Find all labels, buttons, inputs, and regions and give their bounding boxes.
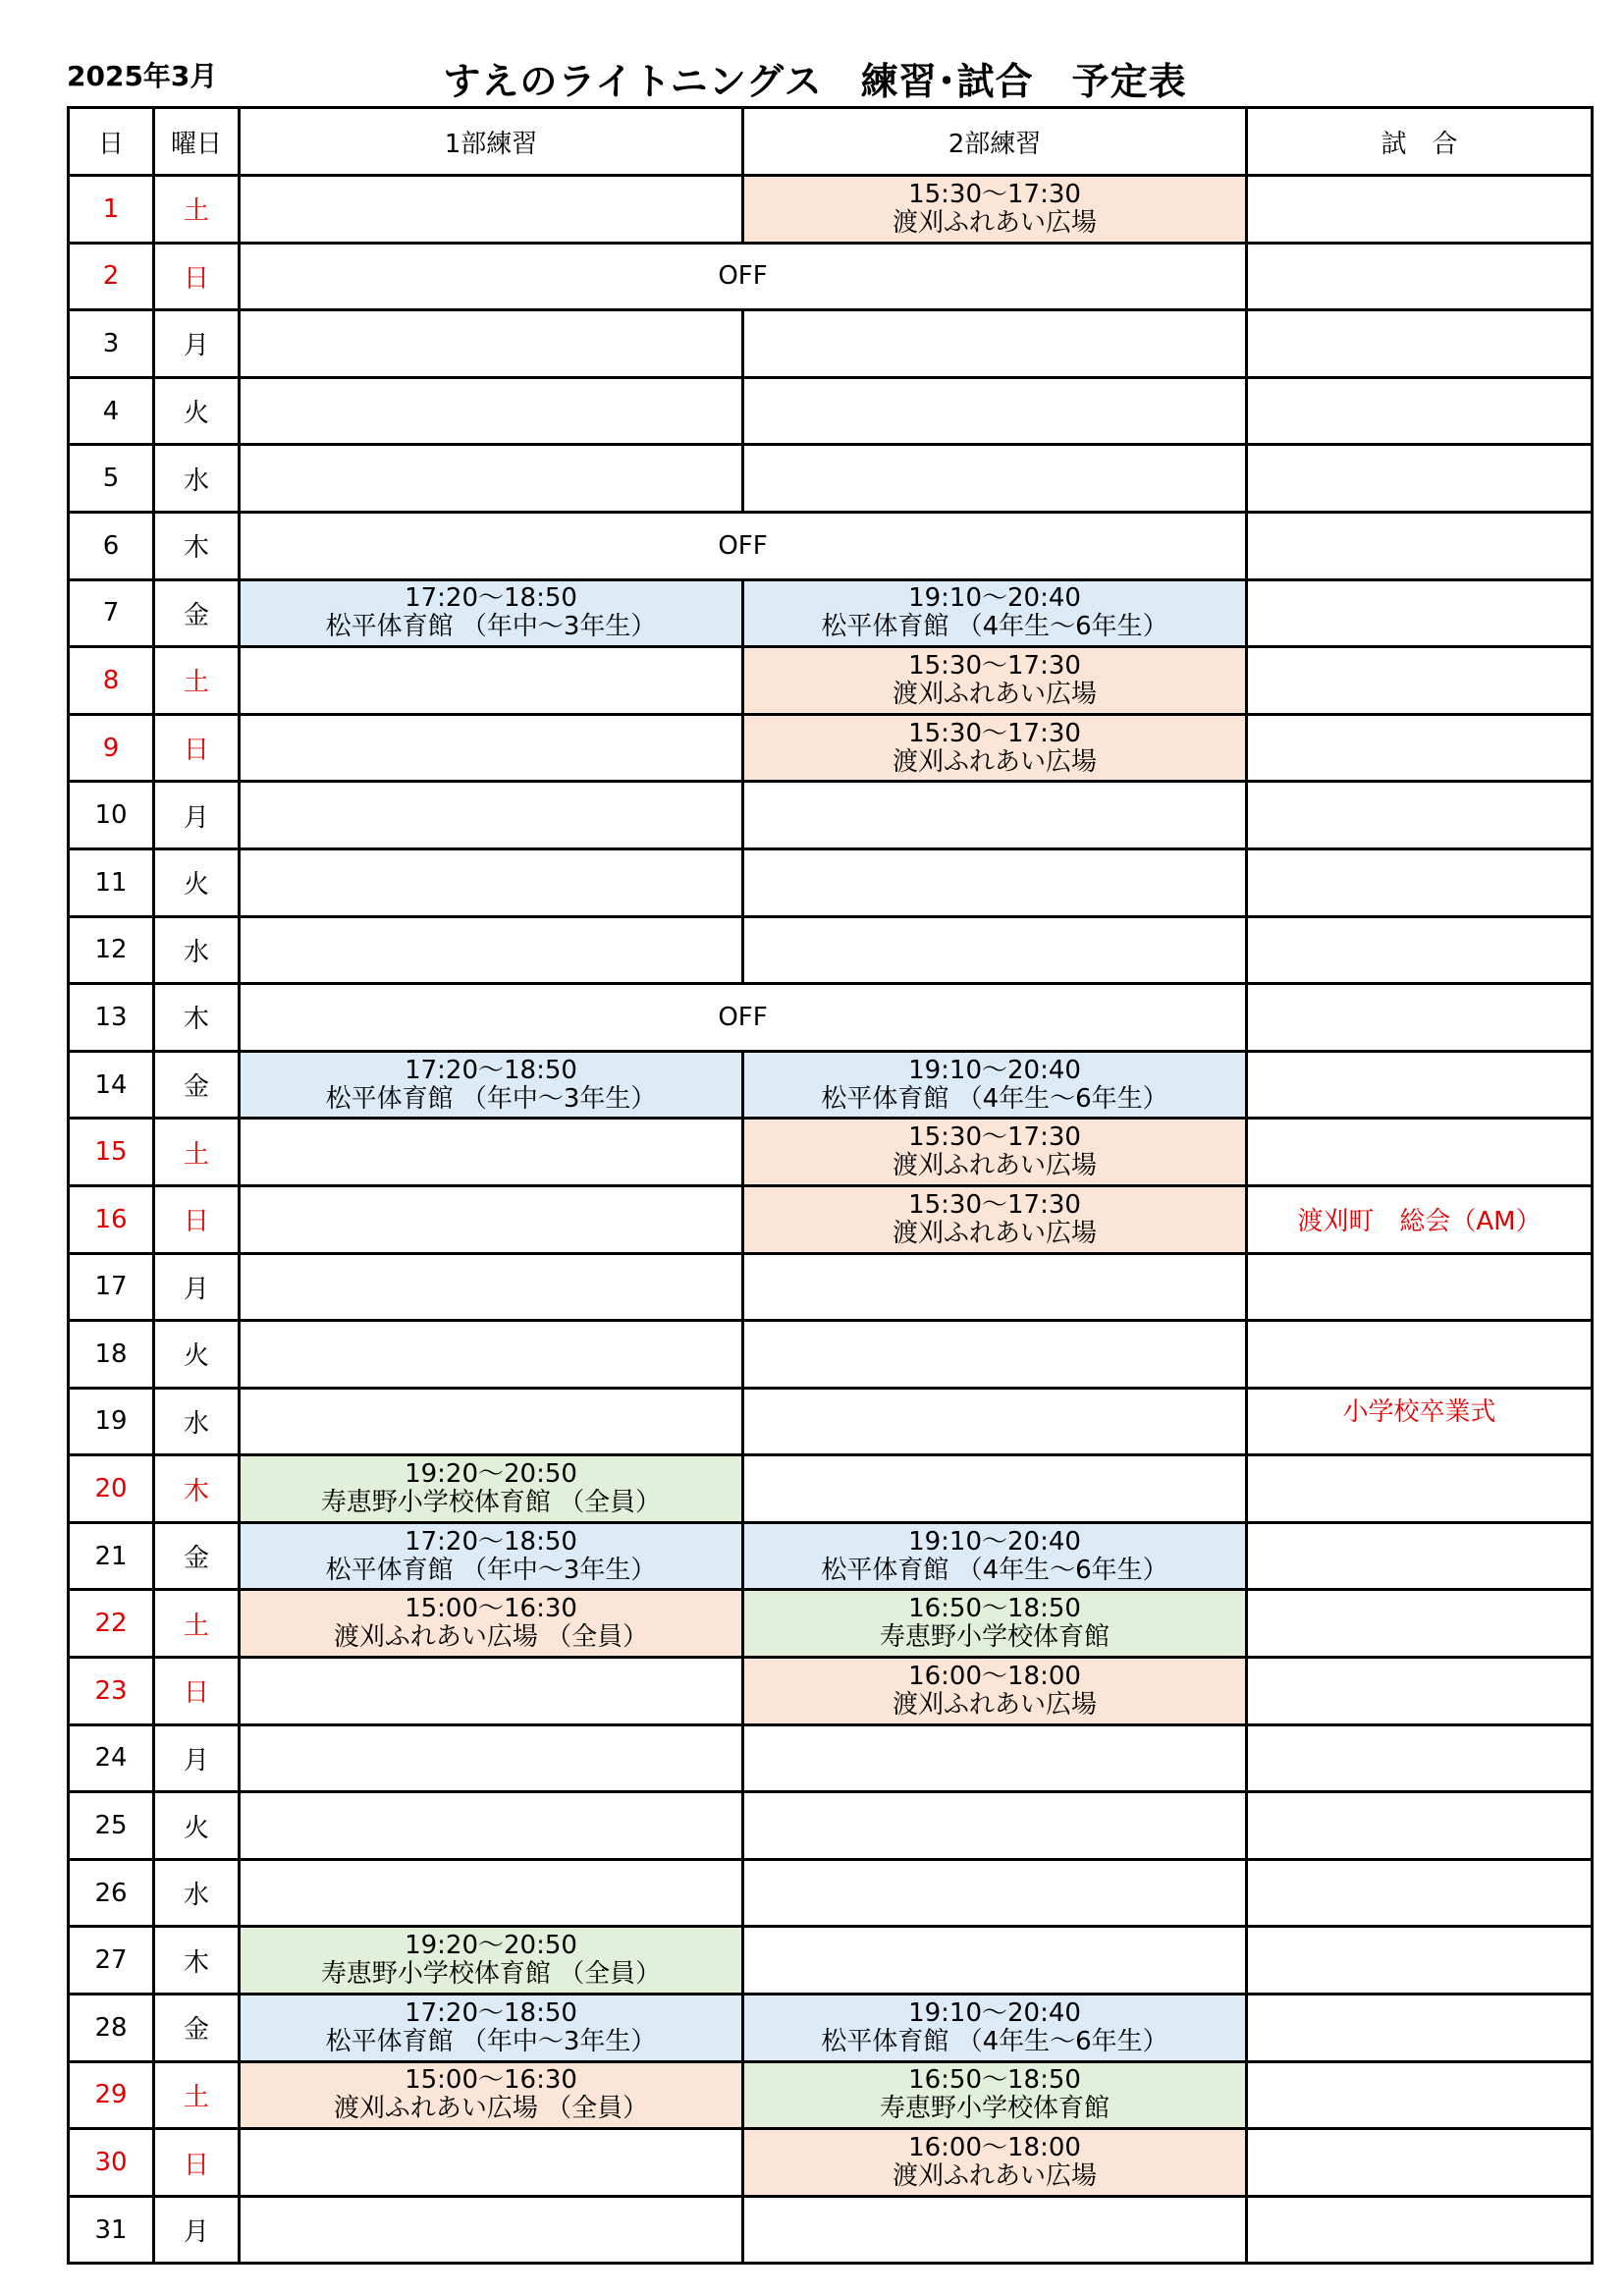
- practice-place: 寿恵野小学校体育館: [879, 1622, 1110, 1653]
- part1-cell: [240, 916, 743, 984]
- part2-cell: [743, 1792, 1247, 1860]
- weekday-cell: 金: [154, 579, 240, 647]
- table-row: [69, 445, 1593, 513]
- practice-time: 17:20〜18:50: [405, 1526, 577, 1557]
- game-cell: [1247, 1051, 1593, 1119]
- day-cell: 3: [69, 310, 154, 378]
- part1-cell: [240, 1455, 743, 1523]
- practice-place: 松平体育館 （年中〜3年生）: [325, 2026, 657, 2056]
- table-row: [69, 1185, 1593, 1253]
- practice-place: 松平体育館 （4年生〜6年生）: [821, 2026, 1168, 2056]
- weekday-cell: 月: [154, 1724, 240, 1792]
- day-cell: 22: [69, 1590, 154, 1658]
- table-row: [69, 1724, 1593, 1792]
- part2-cell: [743, 848, 1247, 916]
- game-cell: 小学校卒業式: [1247, 1388, 1593, 1455]
- header-part1: 1部練習: [240, 108, 743, 176]
- part1-cell: [240, 1859, 743, 1927]
- header-day: 日: [69, 108, 154, 176]
- part1-cell: [240, 1658, 743, 1725]
- part1-cell: [240, 1927, 743, 1995]
- weekday-cell: 木: [154, 984, 240, 1052]
- day-cell: 23: [69, 1658, 154, 1725]
- practice-time: 15:30〜17:30: [908, 179, 1081, 209]
- table-row: [69, 714, 1593, 782]
- table-row: [69, 377, 1593, 445]
- day-cell: 30: [69, 2129, 154, 2197]
- practice-time: 17:20〜18:50: [405, 1055, 577, 1085]
- part1-cell: [240, 1119, 743, 1186]
- game-cell: [1247, 647, 1593, 715]
- part2-cell: [743, 445, 1247, 513]
- part2-cell: [743, 377, 1247, 445]
- day-cell: 6: [69, 512, 154, 579]
- day-cell: 19: [69, 1388, 154, 1455]
- day-cell: 31: [69, 2196, 154, 2264]
- game-cell: [1247, 310, 1593, 378]
- part1-cell: [240, 310, 743, 378]
- day-cell: 20: [69, 1455, 154, 1523]
- schedule-body: [69, 176, 1593, 2264]
- part2-cell: [743, 1119, 1247, 1186]
- day-cell: 11: [69, 848, 154, 916]
- part1-cell: [240, 1185, 743, 1253]
- part2-cell: [743, 1455, 1247, 1523]
- table-row: [69, 1253, 1593, 1321]
- practice-place: 松平体育館 （4年生〜6年生）: [821, 612, 1168, 642]
- game-cell: 渡刈町 総会（AM）: [1247, 1185, 1593, 1253]
- part1-cell: [240, 1321, 743, 1389]
- day-cell: 12: [69, 916, 154, 984]
- table-row: [69, 579, 1593, 647]
- day-cell: 13: [69, 984, 154, 1052]
- practice-place: 渡刈ふれあい広場: [892, 2161, 1097, 2192]
- game-cell: [1247, 2061, 1593, 2129]
- weekday-cell: 金: [154, 1522, 240, 1590]
- practice-place: 渡刈ふれあい広場 （全員）: [333, 1622, 649, 1653]
- game-cell: [1247, 1927, 1593, 1995]
- part1-cell: [240, 1590, 743, 1658]
- weekday-cell: 月: [154, 2196, 240, 2264]
- day-cell: 15: [69, 1119, 154, 1186]
- weekday-cell: 月: [154, 1253, 240, 1321]
- table-row: [69, 1792, 1593, 1860]
- part2-cell: [743, 2061, 1247, 2129]
- practice-place: 渡刈ふれあい広場: [892, 1218, 1097, 1248]
- game-cell: [1247, 714, 1593, 782]
- game-cell: [1247, 2196, 1593, 2264]
- table-row: [69, 2129, 1593, 2197]
- part2-cell: [743, 2129, 1247, 2197]
- part2-cell: [743, 1995, 1247, 2062]
- weekday-cell: 土: [154, 1119, 240, 1186]
- off-cell: OFF: [240, 984, 1247, 1052]
- game-cell: [1247, 243, 1593, 310]
- day-cell: 29: [69, 2061, 154, 2129]
- header-game: 試 合: [1247, 108, 1593, 176]
- practice-time: 16:50〜18:50: [908, 1594, 1081, 1624]
- table-row: [69, 1590, 1593, 1658]
- weekday-cell: 木: [154, 1927, 240, 1995]
- part1-cell: [240, 377, 743, 445]
- practice-time: 19:10〜20:40: [908, 1055, 1081, 1085]
- game-cell: [1247, 848, 1593, 916]
- game-cell: [1247, 1590, 1593, 1658]
- game-cell: [1247, 377, 1593, 445]
- weekday-cell: 火: [154, 848, 240, 916]
- day-cell: 16: [69, 1185, 154, 1253]
- practice-place: 寿恵野小学校体育館 （全員）: [320, 1488, 662, 1518]
- part1-cell: [240, 1051, 743, 1119]
- month-label: 2025年3月: [67, 60, 218, 92]
- weekday-cell: 木: [154, 512, 240, 579]
- practice-place: 渡刈ふれあい広場: [892, 1689, 1097, 1720]
- day-cell: 9: [69, 714, 154, 782]
- day-cell: 28: [69, 1995, 154, 2062]
- part2-cell: [743, 1658, 1247, 1725]
- part1-cell: [240, 1388, 743, 1455]
- game-cell: [1247, 1522, 1593, 1590]
- table-row: [69, 1995, 1593, 2062]
- practice-time: 19:10〜20:40: [908, 1526, 1081, 1557]
- game-cell: [1247, 1455, 1593, 1523]
- day-cell: 24: [69, 1724, 154, 1792]
- practice-place: 寿恵野小学校体育館: [879, 2094, 1110, 2124]
- game-cell: [1247, 984, 1593, 1052]
- practice-place: 寿恵野小学校体育館 （全員）: [320, 1959, 662, 1990]
- part1-cell: [240, 445, 743, 513]
- practice-time: 17:20〜18:50: [405, 583, 577, 614]
- part2-cell: [743, 1522, 1247, 1590]
- table-row: [69, 1388, 1593, 1455]
- weekday-cell: 火: [154, 1792, 240, 1860]
- table-row: [69, 647, 1593, 715]
- practice-time: 15:30〜17:30: [908, 1122, 1081, 1153]
- day-cell: 17: [69, 1253, 154, 1321]
- weekday-cell: 土: [154, 647, 240, 715]
- part2-cell: [743, 1927, 1247, 1995]
- table-row: [69, 512, 1593, 579]
- practice-time: 16:50〜18:50: [908, 2065, 1081, 2096]
- part1-cell: [240, 1995, 743, 2062]
- table-row: [69, 1927, 1593, 1995]
- part2-cell: [743, 1859, 1247, 1927]
- part2-cell: [743, 1253, 1247, 1321]
- weekday-cell: 日: [154, 1185, 240, 1253]
- practice-time: 15:30〜17:30: [908, 718, 1081, 748]
- weekday-cell: 火: [154, 377, 240, 445]
- practice-place: 松平体育館 （4年生〜6年生）: [821, 1555, 1168, 1585]
- weekday-cell: 土: [154, 1590, 240, 1658]
- weekday-cell: 日: [154, 243, 240, 310]
- practice-place: 松平体育館 （4年生〜6年生）: [821, 1083, 1168, 1114]
- practice-place: 松平体育館 （年中〜3年生）: [325, 1555, 657, 1585]
- part1-cell: [240, 714, 743, 782]
- table-row: [69, 916, 1593, 984]
- weekday-cell: 水: [154, 1388, 240, 1455]
- practice-time: 15:30〜17:30: [908, 1189, 1081, 1220]
- part2-cell: [743, 1321, 1247, 1389]
- game-cell: [1247, 1119, 1593, 1186]
- day-cell: 2: [69, 243, 154, 310]
- weekday-cell: 水: [154, 1859, 240, 1927]
- part2-cell: [743, 1590, 1247, 1658]
- table-row: [69, 1455, 1593, 1523]
- practice-time: 19:20〜20:50: [405, 1459, 577, 1490]
- table-row: [69, 984, 1593, 1052]
- table-row: [69, 243, 1593, 310]
- part1-cell: [240, 1792, 743, 1860]
- practice-place: 渡刈ふれあい広場: [892, 1151, 1097, 1181]
- game-cell: [1247, 1995, 1593, 2062]
- game-cell: [1247, 1658, 1593, 1725]
- part2-cell: [743, 2196, 1247, 2264]
- day-cell: 18: [69, 1321, 154, 1389]
- practice-time: 15:00〜16:30: [405, 2065, 577, 2096]
- practice-place: 渡刈ふれあい広場 （全員）: [333, 2094, 649, 2124]
- table-row: [69, 310, 1593, 378]
- weekday-cell: 火: [154, 1321, 240, 1389]
- part2-cell: [743, 714, 1247, 782]
- day-cell: 26: [69, 1859, 154, 1927]
- game-cell: [1247, 782, 1593, 849]
- table-row: [69, 1321, 1593, 1389]
- game-cell: [1247, 579, 1593, 647]
- table-row: [69, 1051, 1593, 1119]
- weekday-cell: 日: [154, 2129, 240, 2197]
- header-weekday: 曜日: [154, 108, 240, 176]
- game-cell: [1247, 176, 1593, 244]
- table-row: [69, 2196, 1593, 2264]
- part2-cell: [743, 1388, 1247, 1455]
- practice-place: 松平体育館 （年中〜3年生）: [325, 612, 657, 642]
- part2-cell: [743, 916, 1247, 984]
- part1-cell: [240, 782, 743, 849]
- weekday-cell: 月: [154, 310, 240, 378]
- practice-place: 渡刈ふれあい広場: [892, 207, 1097, 238]
- practice-time: 19:10〜20:40: [908, 1997, 1081, 2028]
- part2-cell: [743, 310, 1247, 378]
- practice-place: 渡刈ふれあい広場: [892, 679, 1097, 709]
- day-cell: 1: [69, 176, 154, 244]
- off-cell: OFF: [240, 512, 1247, 579]
- page-title: すえのライトニングス 練習･試合 予定表: [443, 60, 1187, 103]
- part1-cell: [240, 1253, 743, 1321]
- game-cell: [1247, 512, 1593, 579]
- practice-time: 19:20〜20:50: [405, 1931, 577, 1961]
- day-cell: 7: [69, 579, 154, 647]
- weekday-cell: 木: [154, 1455, 240, 1523]
- part1-cell: [240, 647, 743, 715]
- game-cell: [1247, 445, 1593, 513]
- part2-cell: [743, 1051, 1247, 1119]
- table-row: [69, 848, 1593, 916]
- day-cell: 27: [69, 1927, 154, 1995]
- game-cell: [1247, 1724, 1593, 1792]
- part1-cell: [240, 176, 743, 244]
- table-row: [69, 1522, 1593, 1590]
- game-cell: [1247, 1859, 1593, 1927]
- part2-cell: [743, 782, 1247, 849]
- part1-cell: [240, 1522, 743, 1590]
- table-row: [69, 1859, 1593, 1927]
- part2-cell: [743, 1185, 1247, 1253]
- day-cell: 14: [69, 1051, 154, 1119]
- part1-cell: [240, 2061, 743, 2129]
- part1-cell: [240, 579, 743, 647]
- day-cell: 5: [69, 445, 154, 513]
- weekday-cell: 金: [154, 1051, 240, 1119]
- weekday-cell: 日: [154, 714, 240, 782]
- weekday-cell: 土: [154, 176, 240, 244]
- weekday-cell: 水: [154, 916, 240, 984]
- day-cell: 4: [69, 377, 154, 445]
- part1-cell: [240, 1724, 743, 1792]
- game-cell: [1247, 1792, 1593, 1860]
- practice-time: 16:00〜18:00: [908, 2133, 1081, 2163]
- table-row: [69, 782, 1593, 849]
- game-cell: [1247, 1253, 1593, 1321]
- part1-cell: [240, 2196, 743, 2264]
- practice-time: 15:30〜17:30: [908, 650, 1081, 681]
- day-cell: 21: [69, 1522, 154, 1590]
- part2-cell: [743, 647, 1247, 715]
- practice-time: 15:00〜16:30: [405, 1594, 577, 1624]
- table-row: [69, 2061, 1593, 2129]
- header-part2: 2部練習: [743, 108, 1247, 176]
- game-cell: [1247, 2129, 1593, 2197]
- part1-cell: [240, 848, 743, 916]
- off-cell: OFF: [240, 243, 1247, 310]
- practice-time: 19:10〜20:40: [908, 583, 1081, 614]
- practice-place: 松平体育館 （年中〜3年生）: [325, 1083, 657, 1114]
- table-row: [69, 1119, 1593, 1186]
- weekday-cell: 月: [154, 782, 240, 849]
- part2-cell: [743, 1724, 1247, 1792]
- part1-cell: [240, 2129, 743, 2197]
- weekday-cell: 水: [154, 445, 240, 513]
- part2-cell: [743, 579, 1247, 647]
- game-cell: [1247, 1321, 1593, 1389]
- practice-time: 17:20〜18:50: [405, 1997, 577, 2028]
- part2-cell: [743, 176, 1247, 244]
- practice-place: 渡刈ふれあい広場: [892, 746, 1097, 777]
- weekday-cell: 金: [154, 1995, 240, 2062]
- weekday-cell: 土: [154, 2061, 240, 2129]
- weekday-cell: 日: [154, 1658, 240, 1725]
- day-cell: 8: [69, 647, 154, 715]
- table-row: [69, 1658, 1593, 1725]
- header-row: [69, 108, 1593, 176]
- day-cell: 25: [69, 1792, 154, 1860]
- game-cell: [1247, 916, 1593, 984]
- practice-time: 16:00〜18:00: [908, 1661, 1081, 1691]
- day-cell: 10: [69, 782, 154, 849]
- schedule-table: [67, 106, 1594, 2265]
- table-row: [69, 176, 1593, 244]
